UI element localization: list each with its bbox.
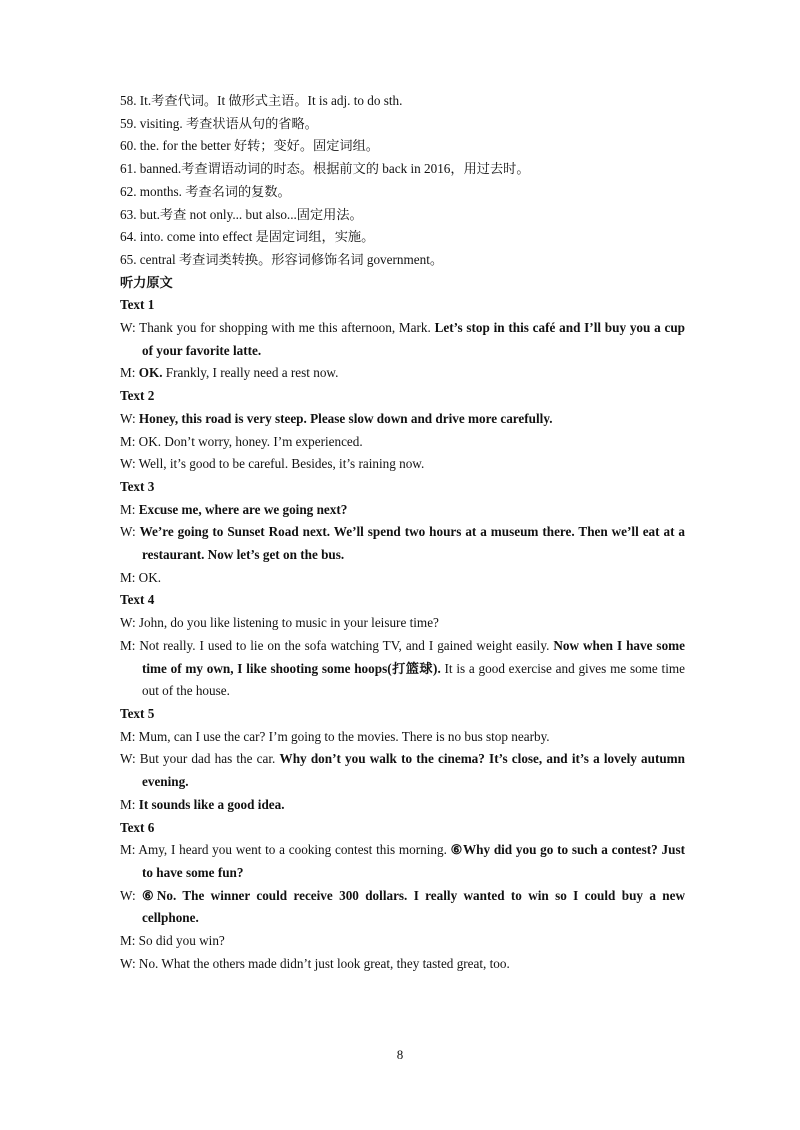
answer-item: 63. but.考查 not only... but also...固定用法。 [120, 206, 363, 222]
text-title: Text 6 [120, 819, 155, 835]
text-title: Text 5 [120, 705, 155, 721]
answer-item: 64. into. come into effect 是固定词组，实施。 [120, 229, 375, 245]
answer-item: 58. It.考查代词。It 做形式主语。It is adj. to do sth. [120, 93, 403, 108]
answer-item: 65. central 考查词类转换。形容词修饰名词 government。 [120, 251, 444, 267]
dialogue-text: M: [120, 796, 139, 812]
text-title: Text 1 [120, 297, 155, 313]
dialogue-text: M: OK. Don’t worry, honey. I’m experienced. [120, 433, 363, 449]
dialogue-key-sentence: Why don’t you walk to the cinema? It’s close, and it’s a lovely autumn evening. [142, 751, 685, 790]
dialogue-text: Frankly, I really need a rest now. [162, 365, 339, 381]
answer-item: 59. visiting. 考查状语从句的省略。 [120, 115, 318, 131]
dialogue-key-sentence: Honey, this road is very steep. Please slow down and drive more carefully. [138, 410, 553, 426]
answer-item: 61. banned.考查谓语动词的时态。根据前文的 back in 2016，用过去时。 [120, 161, 530, 177]
dialogue-text: W: Thank you for shopping with me this afternoon, Mark. [120, 320, 435, 336]
dialogue-key-sentence: Now when I have some time of my own, I like shooting some hoops(打篮球). [142, 637, 685, 676]
dialogue-line [120, 431, 685, 454]
dialogue-line [120, 453, 685, 476]
transcript-list [120, 294, 685, 975]
dialogue-line [120, 635, 685, 703]
dialogue-line [120, 499, 685, 522]
dialogue-key-sentence: Let’s stop in this café and I’ll buy you a cup of your favorite latte. [142, 320, 685, 358]
dialogue-text: W: John, do you like listening to music in your leisure time? [120, 615, 439, 631]
page-number: 8 [396, 1047, 404, 1062]
dialogue-key-sentence: ⑥Why did you go to such a contest? Just to have some fun? [142, 842, 685, 880]
dialogue-text: M: [120, 365, 139, 381]
dialogue-key-sentence: Excuse me, where are we going next? [138, 501, 348, 517]
dialogue-line [120, 726, 685, 749]
section-title: 听力原文 [120, 274, 173, 290]
dialogue-line [120, 885, 685, 930]
dialogue-line [120, 839, 685, 884]
page-content [120, 90, 685, 975]
dialogue-line [120, 317, 685, 362]
dialogue-text: W: Well, it’s good to be careful. Besides, it’s raining now. [120, 456, 425, 472]
dialogue-text: It is a good exercise and gives me some time out of the house. [142, 660, 685, 699]
dialogue-key-sentence: OK. [138, 365, 163, 381]
dialogue-line [120, 953, 685, 976]
dialogue-text: M: So did you win? [120, 933, 225, 949]
text-title: Text 2 [120, 388, 155, 404]
dialogue-text: M: [120, 501, 139, 517]
dialogue-key-sentence: We’re going to Sunset Road next. We’ll spend two hours at a museum there. Then we’ll eat at a restaurant. Now let’s get on the bus. [139, 524, 685, 563]
dialogue-line [120, 362, 685, 385]
dialogue-text: W: No. What the others made didn’t just look great, they tasted great, too. [120, 955, 510, 971]
dialogue-line [120, 794, 685, 817]
text-title: Text 3 [120, 478, 155, 494]
dialogue-text: M: Not really. I used to lie on the sofa watching TV, and I gained weight easily. [120, 637, 554, 653]
answer-list [120, 90, 685, 272]
dialogue-key-sentence: It sounds like a good idea. [138, 796, 285, 812]
dialogue-text: M: OK. [120, 569, 162, 585]
dialogue-text: W: [120, 887, 142, 903]
dialogue-line [120, 567, 685, 590]
dialogue-text: M: Mum, can I use the car? I’m going to the movies. There is no bus stop nearby. [120, 728, 550, 744]
dialogue-key-sentence: ⑥No. The winner could receive 300 dollars. I really wanted to win so I could buy a new cellphone. [141, 887, 685, 926]
dialogue-text: W: [120, 524, 140, 540]
dialogue-text: M: Amy, I heard you went to a cooking contest this morning. [120, 842, 451, 858]
dialogue-text: W: [120, 410, 139, 426]
dialogue-line [120, 408, 685, 431]
dialogue-line [120, 748, 685, 793]
text-title: Text 4 [120, 592, 155, 608]
dialogue-line [120, 521, 685, 566]
dialogue-text: W: But your dad has the car. [120, 751, 280, 767]
answer-item: 62. months. 考查名词的复数。 [120, 183, 291, 199]
dialogue-line [120, 930, 685, 953]
answer-item: 60. the. for the better 好转；变好。固定词组。 [120, 138, 379, 154]
dialogue-line [120, 612, 685, 635]
